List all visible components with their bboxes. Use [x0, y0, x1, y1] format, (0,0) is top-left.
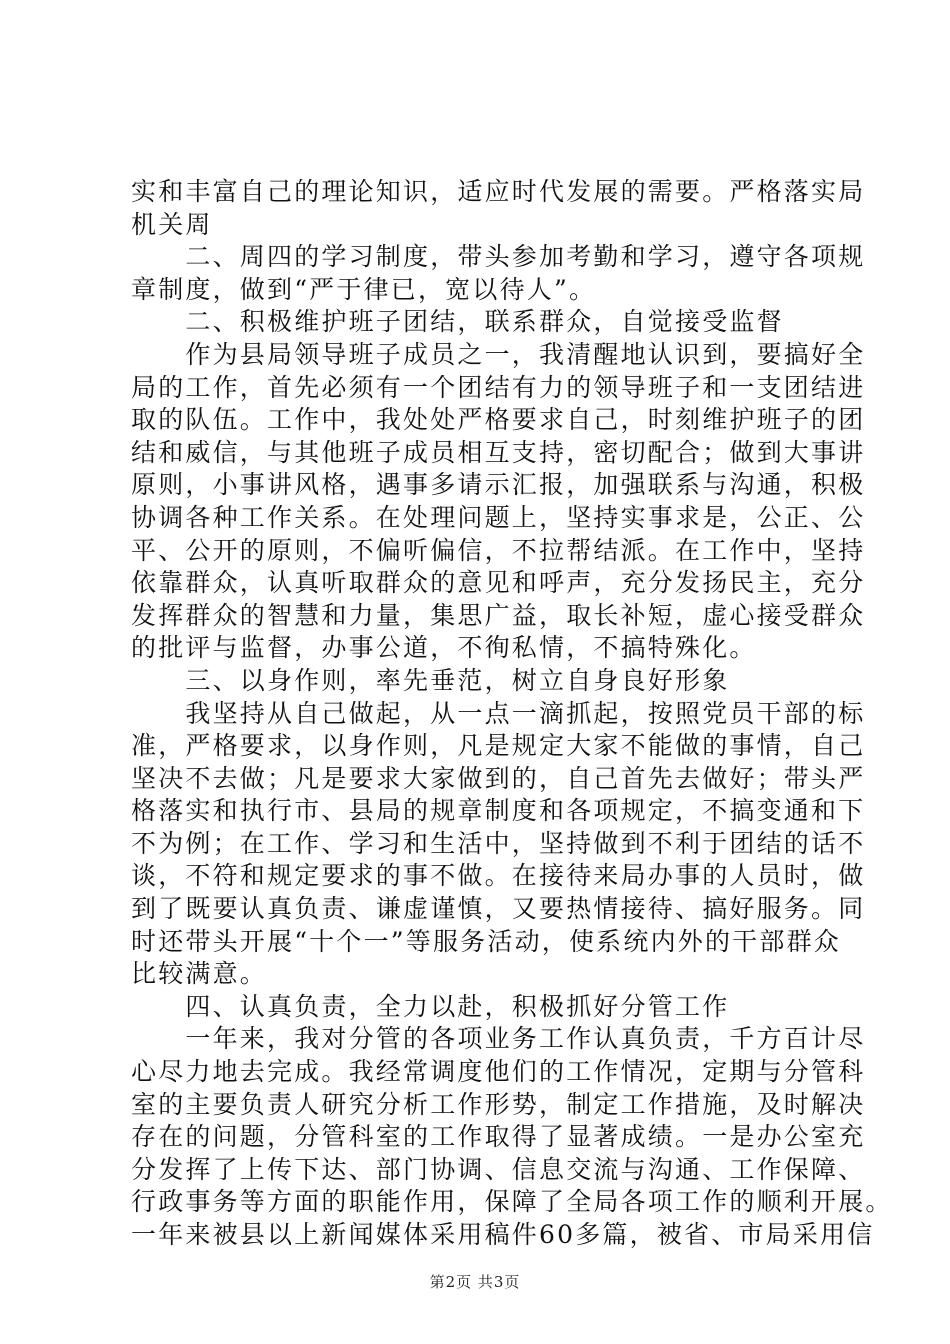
text-line: 我坚持从自己做起，从一点一滴抓起，按照党员干部的标 [131, 698, 866, 728]
text-line: 二、周四的学习制度，带头参加考勤和学习，遵守各项规 [131, 242, 866, 272]
text-line: 坚决不去做；凡是要求大家做到的，自己首先去做好；带头严 [131, 763, 866, 793]
section-heading: 三、以身作则，率先垂范，树立自身良好形象 [131, 665, 730, 695]
document-body [131, 176, 893, 1252]
text-line: 平、公开的原则，不偏听偏信，不拉帮结派。在工作中，坚持 [131, 535, 866, 565]
text-line: 到了既要认真负责、谦虚谨慎，又要热情接待、搞好服务。同 [131, 894, 866, 924]
text-line: 依靠群众，认真听取群众的意见和呼声，充分发扬民主，充分 [131, 568, 866, 598]
text-line: 时还带头开展“十个一”等服务活动，使系统内外的干部群众 [131, 926, 841, 956]
text-line: 室的主要负责人研究分析工作形势，制定工作措施，及时解决 [131, 1089, 866, 1119]
text-line: 机关周 [131, 209, 213, 239]
text-line: 格落实和执行市、县局的规章制度和各项规定，不搞变通和下 [131, 796, 866, 826]
text-line: 取的队伍。工作中，我处处严格要求自己，时刻维护班子的团 [131, 405, 866, 435]
text-line: 心尽力地去完成。我经常调度他们的工作情况，定期与分管科 [131, 1057, 866, 1087]
text-line: 协调各种工作关系。在处理问题上，坚持实事求是，公正、公 [131, 502, 866, 532]
section-heading: 四、认真负责，全力以赴，积极抓好分管工作 [131, 991, 730, 1021]
text-line: 局的工作，首先必须有一个团结有力的领导班子和一支团结进 [131, 372, 866, 402]
text-line: 一年来被县以上新闻媒体采用稿件60多篇，被省、市局采用信 [131, 1220, 875, 1249]
text-line: 分发挥了上传下达、部门协调、信息交流与沟通、工作保障、 [131, 1154, 866, 1184]
text-line: 谈，不符和规定要求的事不做。在接待来局办事的人员时，做 [131, 861, 866, 891]
page-number-footer: 第2页 共3页 [429, 1273, 521, 1291]
text-line: 行政事务等方面的职能作用，保障了全局各项工作的顺利开展。 [131, 1187, 893, 1217]
text-line: 作为县局领导班子成员之一，我清醒地认识到，要搞好全 [131, 339, 866, 369]
text-line: 比较满意。 [131, 959, 268, 989]
text-line: 不为例；在工作、学习和生活中，坚持做到不利于团结的话不 [131, 828, 866, 858]
text-line: 一年来，我对分管的各项业务工作认真负责，千方百计尽 [131, 1024, 866, 1054]
text-line: 的批评与监督，办事公道，不徇私情，不搞特殊化。 [131, 633, 757, 663]
text-line: 准，严格要求，以身作则，凡是规定大家不能做的事情，自己 [131, 731, 866, 761]
text-line: 结和威信，与其他班子成员相互支持，密切配合；做到大事讲 [131, 437, 866, 467]
text-line: 发挥群众的智慧和力量，集思广益，取长补短，虚心接受群众 [131, 600, 866, 630]
text-line: 章制度，做到“严于律已，宽以待人”。 [131, 274, 597, 304]
text-line: 实和丰富自己的理论知识，适应时代发展的需要。严格落实局 [131, 177, 866, 206]
section-heading: 二、积极维护班子团结，联系群众，自觉接受监督 [131, 307, 784, 337]
text-line: 存在的问题，分管科室的工作取得了显著成绩。一是办公室充 [131, 1122, 866, 1152]
text-line: 原则，小事讲风格，遇事多请示汇报，加强联系与沟通，积极 [131, 470, 866, 500]
